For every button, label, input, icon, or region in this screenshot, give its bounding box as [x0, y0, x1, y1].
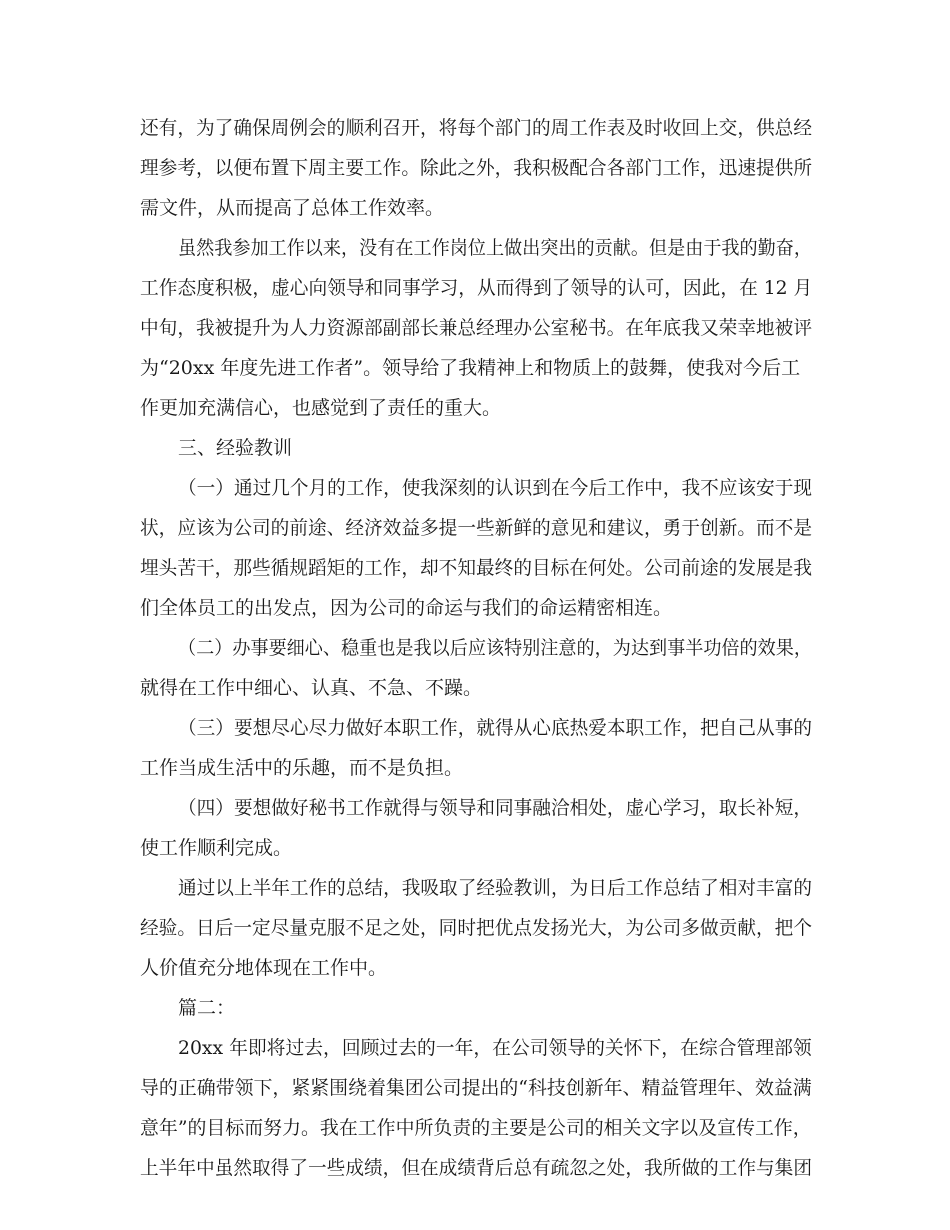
text-line: 经验。日后一定尽量克服不足之处，同时把优点发扬光大，为公司多做贡献，把个 — [140, 917, 813, 939]
text-line: （四）要想做好秘书工作就得与领导和同事融洽相处，虚心学习，取长补短， — [178, 797, 813, 819]
text-line: 中旬，我被提升为人力资源部副部长兼总经理办公室秘书。在年底我又荣幸地被评 — [140, 317, 813, 339]
section-heading: 三、经验教训 — [178, 437, 293, 459]
text-line: 状，应该为公司的前途、经济效益多提一些新鲜的意见和建议，勇于创新。而不是 — [140, 517, 813, 539]
text-line: 20xx 年即将过去，回顾过去的一年，在公司领导的关怀下，在综合管理部领 — [178, 1037, 812, 1059]
text-line: 虽然我参加工作以来，没有在工作岗位上做出突出的贡献。但是由于我的勤奋， — [178, 237, 813, 259]
text-line: 通过以上半年工作的总结，我吸取了经验教训，为日后工作总结了相对丰富的 — [178, 877, 813, 899]
text-line: 埋头苦干，那些循规蹈矩的工作，却不知最终的目标在何处。公司前途的发展是我 — [140, 557, 813, 579]
text-line: 上半年中虽然取得了一些成绩，但在成绩背后总有疏忽之处，我所做的工作与集团 — [140, 1157, 813, 1179]
text-line: 需文件，从而提高了总体工作效率。 — [140, 197, 445, 219]
text-line: 就得在工作中细心、认真、不急、不躁。 — [140, 677, 483, 699]
text-line: （一）通过几个月的工作，使我深刻的认识到在今后工作中，我不应该安于现 — [178, 477, 813, 499]
text-line: （二）办事要细心、稳重也是我以后应该特别注意的，为达到事半功倍的效果， — [178, 637, 813, 659]
text-line: 还有，为了确保周例会的顺利召开，将每个部门的周工作表及时收回上交，供总经 — [140, 117, 813, 139]
section-heading: 篇二： — [178, 997, 236, 1019]
text-line: 导的正确带领下，紧紧围绕着集团公司提出的“科技创新年、精益管理年、效益满 — [140, 1077, 812, 1099]
text-line: 人价值充分地体现在工作中。 — [140, 957, 388, 979]
text-line: 理参考，以便布置下周主要工作。除此之外，我积极配合各部门工作，迅速提供所 — [140, 157, 813, 179]
text-line: 工作态度积极，虚心向领导和同事学习，从而得到了领导的认可，因此，在 12 月 — [140, 277, 813, 299]
text-line: （三）要想尽心尽力做好本职工作，就得从心底热爱本职工作，把自己从事的 — [178, 717, 813, 739]
text-line: 使工作顺利完成。 — [140, 837, 293, 859]
text-line: 为“20xx 年度先进工作者”。领导给了我精神上和物质上的鼓舞，使我对今后工 — [140, 357, 801, 379]
text-line: 作更加充满信心，也感觉到了责任的重大。 — [140, 397, 502, 419]
text-line: 工作当成生活中的乐趣，而不是负担。 — [140, 757, 464, 779]
text-line: 意年”的目标而努力。我在工作中所负责的主要是公司的相关文字以及宣传工作， — [140, 1117, 812, 1139]
text-line: 们全体员工的出发点，因为公司的命运与我们的命运精密相连。 — [140, 597, 673, 619]
